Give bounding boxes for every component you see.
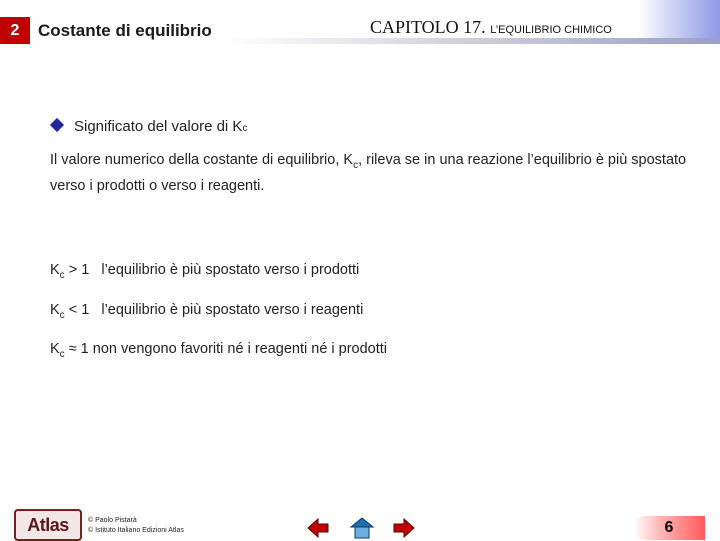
chapter-label: CAPITOLO 17. <box>370 17 486 37</box>
chapter-title <box>370 17 612 38</box>
relation-subscript: c <box>59 309 65 321</box>
page-number: 6 <box>664 519 674 536</box>
chapter-subtitle: L’EQUILIBRIO CHIMICO <box>490 24 612 36</box>
relation-greater <box>50 262 359 281</box>
bullet-heading <box>52 118 247 135</box>
relation-text: l’equilibrio è più spostato verso i prodotti <box>89 262 360 278</box>
relation-subscript: c <box>59 269 65 281</box>
relation-text: l’equilibrio è più spostato verso i reagenti <box>89 302 364 318</box>
relation-less <box>50 302 363 321</box>
relation-symbol: K <box>50 302 60 318</box>
relation-text: non vengono favoriti né i reagenti né i prodotti <box>88 341 388 357</box>
relation-operator: > 1 <box>64 262 90 278</box>
section-title: Costante di equilibrio <box>38 21 212 40</box>
header-divider <box>224 38 720 44</box>
paragraph-subscript: c <box>353 159 359 171</box>
copyright-author: © Paolo Pistarà <box>88 517 137 524</box>
home-icon <box>351 518 373 538</box>
relation-operator: < 1 <box>64 302 90 318</box>
copyright-publisher: © Istituto Italiano Edizioni Atlas <box>88 527 184 534</box>
right-arrow-icon <box>394 519 414 537</box>
page-number-badge <box>633 516 705 540</box>
relation-subscript: c <box>59 348 65 360</box>
diamond-bullet-icon <box>50 118 64 132</box>
home-button[interactable] <box>350 517 374 539</box>
copyright-block <box>88 516 184 536</box>
next-slide-button[interactable] <box>392 517 416 539</box>
section-number-badge: 2 <box>0 17 30 44</box>
paragraph-part2: , rileva se in una reazione l’equilibrio è più spostato verso i prodotti o verso i reagenti. <box>50 152 687 194</box>
bullet-heading-subscript: c <box>242 123 248 134</box>
relation-symbol: K <box>50 262 60 278</box>
header <box>0 0 720 46</box>
relation-symbol: K <box>50 341 60 357</box>
relation-operator: ≈ 1 <box>64 341 89 357</box>
atlas-logo-text: Atlas <box>27 514 69 535</box>
left-arrow-icon <box>308 519 328 537</box>
bullet-heading-text: Significato del valore di K <box>74 118 243 135</box>
atlas-logo <box>14 509 82 541</box>
relation-approx <box>50 341 387 360</box>
previous-slide-button[interactable] <box>306 517 330 539</box>
explanation-paragraph <box>50 150 690 196</box>
paragraph-part1: Il valore numerico della costante di equilibrio, K <box>50 152 354 168</box>
